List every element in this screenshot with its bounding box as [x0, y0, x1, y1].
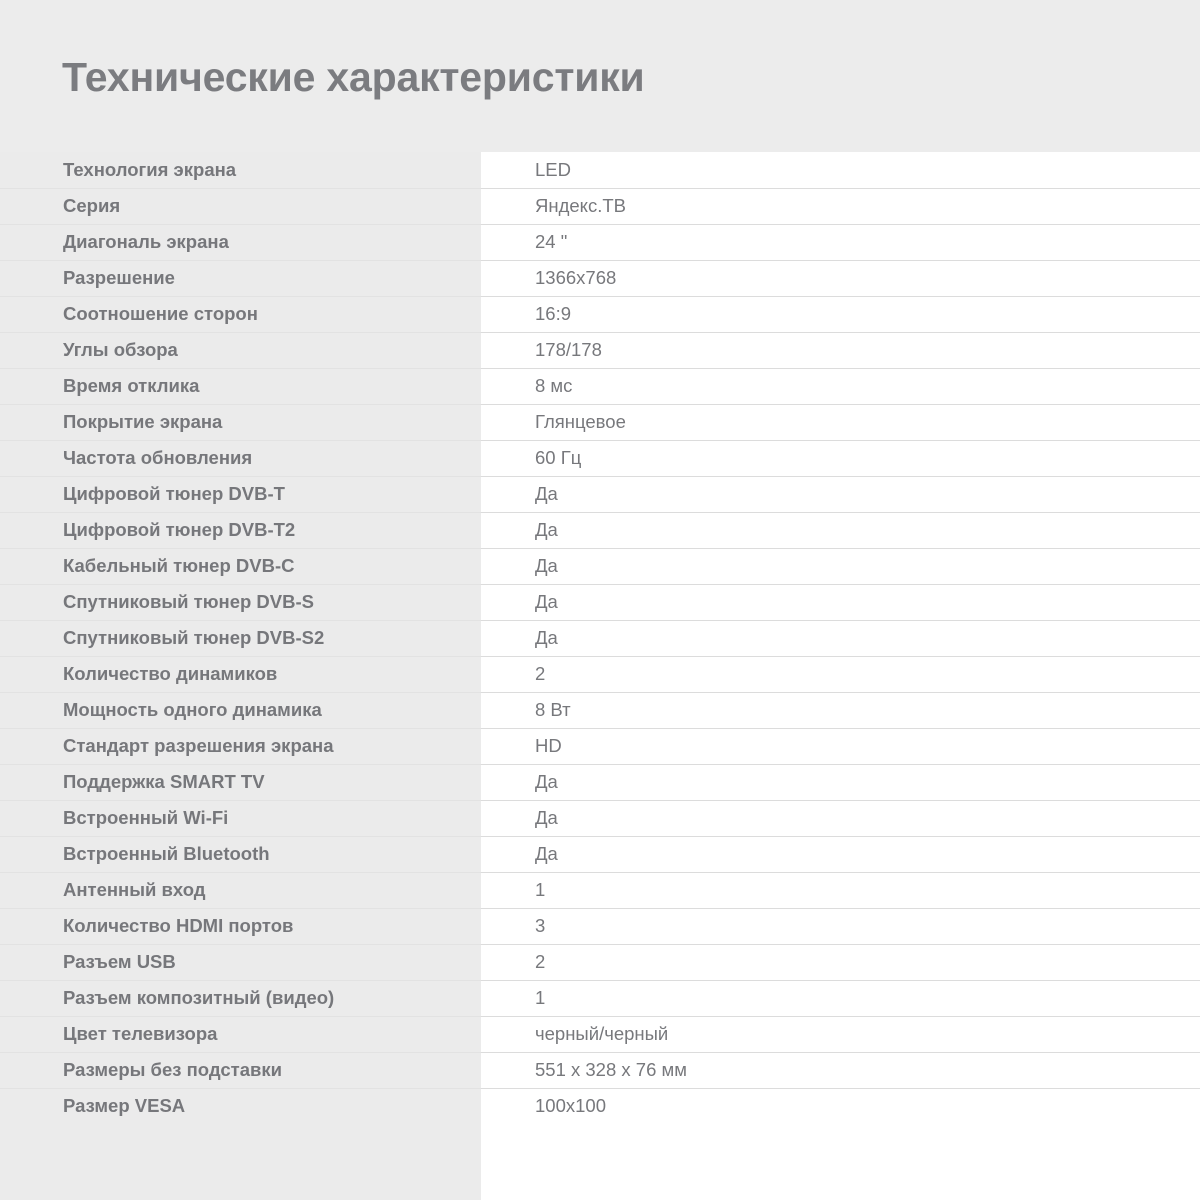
spec-value: 16:9: [481, 296, 1200, 332]
spec-value: 8 Вт: [481, 692, 1200, 728]
table-row: [0, 332, 1200, 368]
specifications-table: [0, 152, 1200, 1124]
spec-value: Да: [481, 512, 1200, 548]
spec-value: LED: [481, 152, 1200, 188]
table-row: [0, 620, 1200, 656]
spec-label: Размер VESA: [0, 1088, 481, 1124]
spec-label: Спутниковый тюнер DVB-S: [0, 584, 481, 620]
table-row: [0, 1088, 1200, 1124]
table-row: [0, 584, 1200, 620]
table-row: [0, 800, 1200, 836]
specifications-table-body: [0, 152, 1200, 1124]
spec-value: Да: [481, 584, 1200, 620]
spec-value: Да: [481, 764, 1200, 800]
spec-value: Глянцевое: [481, 404, 1200, 440]
spec-label: Углы обзора: [0, 332, 481, 368]
spec-value: Да: [481, 476, 1200, 512]
spec-label: Стандарт разрешения экрана: [0, 728, 481, 764]
table-row: [0, 872, 1200, 908]
table-row: [0, 404, 1200, 440]
spec-label: Частота обновления: [0, 440, 481, 476]
table-row: [0, 188, 1200, 224]
spec-value: 60 Гц: [481, 440, 1200, 476]
spec-value: 551 х 328 х 76 мм: [481, 1052, 1200, 1088]
spec-value: HD: [481, 728, 1200, 764]
spec-label: Соотношение сторон: [0, 296, 481, 332]
page-title: Технические характеристики: [62, 54, 645, 100]
spec-label: Технология экрана: [0, 152, 481, 188]
table-row: [0, 224, 1200, 260]
spec-value: Яндекс.ТВ: [481, 188, 1200, 224]
spec-label: Цифровой тюнер DVB-T2: [0, 512, 481, 548]
page-header: [0, 0, 1200, 152]
spec-label: Количество динамиков: [0, 656, 481, 692]
table-row: [0, 728, 1200, 764]
spec-label: Диагональ экрана: [0, 224, 481, 260]
table-row: [0, 152, 1200, 188]
table-row: [0, 476, 1200, 512]
spec-label: Мощность одного динамика: [0, 692, 481, 728]
spec-value: 1: [481, 872, 1200, 908]
spec-value: 8 мс: [481, 368, 1200, 404]
table-row: [0, 908, 1200, 944]
spec-value: Да: [481, 548, 1200, 584]
spec-label: Встроенный Wi-Fi: [0, 800, 481, 836]
table-row: [0, 260, 1200, 296]
spec-label: Разъем USB: [0, 944, 481, 980]
spec-label: Разъем композитный (видео): [0, 980, 481, 1016]
spec-value: 3: [481, 908, 1200, 944]
spec-value: 2: [481, 944, 1200, 980]
table-row: [0, 1016, 1200, 1052]
table-row: [0, 836, 1200, 872]
table-row: [0, 548, 1200, 584]
spec-value: Да: [481, 800, 1200, 836]
spec-value: 1: [481, 980, 1200, 1016]
spec-label: Цвет телевизора: [0, 1016, 481, 1052]
spec-value: Да: [481, 620, 1200, 656]
spec-value: 24 ": [481, 224, 1200, 260]
table-row: [0, 764, 1200, 800]
spec-value: Да: [481, 836, 1200, 872]
spec-value: 100x100: [481, 1088, 1200, 1124]
spec-label: Встроенный Bluetooth: [0, 836, 481, 872]
table-row: [0, 692, 1200, 728]
table-row: [0, 440, 1200, 476]
spec-label: Покрытие экрана: [0, 404, 481, 440]
table-row: [0, 368, 1200, 404]
spec-value: 178/178: [481, 332, 1200, 368]
spec-label: Количество HDMI портов: [0, 908, 481, 944]
spec-label: Размеры без подставки: [0, 1052, 481, 1088]
spec-label: Серия: [0, 188, 481, 224]
spec-label: Кабельный тюнер DVB-C: [0, 548, 481, 584]
table-row: [0, 1052, 1200, 1088]
spec-label: Время отклика: [0, 368, 481, 404]
table-row: [0, 296, 1200, 332]
spec-value: 2: [481, 656, 1200, 692]
spec-label: Цифровой тюнер DVB-T: [0, 476, 481, 512]
table-row: [0, 512, 1200, 548]
table-row: [0, 980, 1200, 1016]
table-row: [0, 944, 1200, 980]
spec-label: Разрешение: [0, 260, 481, 296]
spec-value: 1366x768: [481, 260, 1200, 296]
spec-label: Поддержка SMART TV: [0, 764, 481, 800]
spec-value: черный/черный: [481, 1016, 1200, 1052]
spec-label: Спутниковый тюнер DVB-S2: [0, 620, 481, 656]
table-row: [0, 656, 1200, 692]
spec-label: Антенный вход: [0, 872, 481, 908]
